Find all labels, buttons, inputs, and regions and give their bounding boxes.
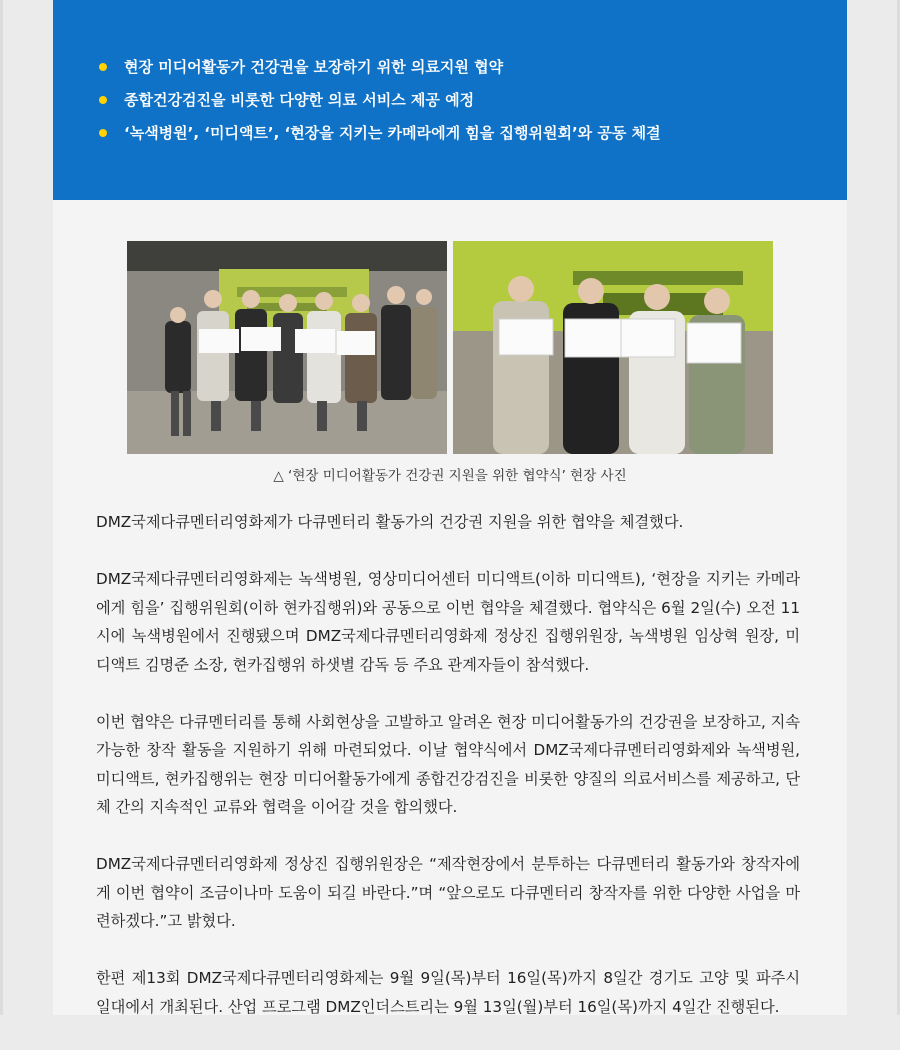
article-paragraph: DMZ국제다큐멘터리영화제 정상진 집행위원장은 “제작현장에서 분투하는 다큐멘터리 활동가와 창작자에게 이번 협약이 조금이나마 도움이 되길 바란다.”며 “앞으로도 다큐멘터리 창작자를 위한 다양한 사업을 마련하겠다.”고 밝혔다. [96, 855, 800, 930]
article-body [96, 508, 800, 1050]
bullet-dot-icon [99, 96, 107, 104]
article-paragraph: 한편 제13회 DMZ국제다큐멘터리영화제는 9월 9일(목)부터 16일(목)까지 8일간 경기도 고양 및 파주시 일대에서 개최된다. 산업 프로그램 DMZ인더스트리는 9월 13일(월)부터 16일(목)까지 4일간 진행된다. [96, 969, 800, 1016]
bullet-dot-icon [99, 129, 107, 137]
highlight-text: ‘녹색병원’, ‘미디액트’, ‘현장을 지키는 카메라에게 힘을 집행위원회’와 공동 체결 [124, 124, 661, 142]
article-card [53, 0, 847, 1015]
highlight-item [99, 89, 661, 122]
highlights-list [99, 56, 661, 155]
photo-caption: △ ‘현장 미디어활동가 건강권 지원을 위한 협약식’ 현장 사진 [273, 468, 627, 484]
event-photo-group [127, 241, 447, 454]
page-frame-left [0, 0, 3, 1015]
article-paragraph: 이번 협약은 다큐멘터리를 통해 사회현상을 고발하고 알려온 현장 미디어활동가의 건강권을 보장하고, 지속 가능한 창작 활동을 지원하기 위해 마련되었다. 이날 협약식에서 DMZ국제다큐멘터리영화제와 녹색병원, 미디액트, 현카집행위는 현장 미디어활동가에게 종합건강검진을 비롯한 양질의 의료서비스를 제공하고, 단체 간의 지속적인 교류와 협력을 이어갈 것을 합의했다. [96, 712, 800, 816]
highlights-banner [53, 0, 847, 200]
highlight-text: 현장 미디어활동가 건강권을 보장하기 위한 의료지원 협약 [124, 58, 504, 76]
article-paragraph: DMZ국제다큐멘터리영화제는 녹색병원, 영상미디어센터 미디액트(이하 미디액트), ‘현장을 지키는 카메라에게 힘을’ 집행위원회(이하 현카집행위)와 공동으로 이번 협약을 체결했다. 협약식은 6월 2일(수) 오전 11시에 녹색병원에서 진행됐으며 DMZ국제다큐멘터리영화제 정상진 집행위원장, 녹색병원 임상혁 원장, 미디액트 김명준 소장, 현카집행위 하샛별 감독 등 주요 관계자들이 참석했다. [96, 570, 800, 674]
highlight-item [99, 56, 661, 89]
event-photo-signing [453, 241, 773, 454]
article-paragraph: DMZ국제다큐멘터리영화제가 다큐멘터리 활동가의 건강권 지원을 위한 협약을 체결했다. [96, 513, 684, 531]
highlight-text: 종합건강검진을 비롯한 다양한 의료 서비스 제공 예정 [124, 91, 475, 109]
bullet-dot-icon [99, 63, 107, 71]
highlight-item [99, 122, 661, 155]
